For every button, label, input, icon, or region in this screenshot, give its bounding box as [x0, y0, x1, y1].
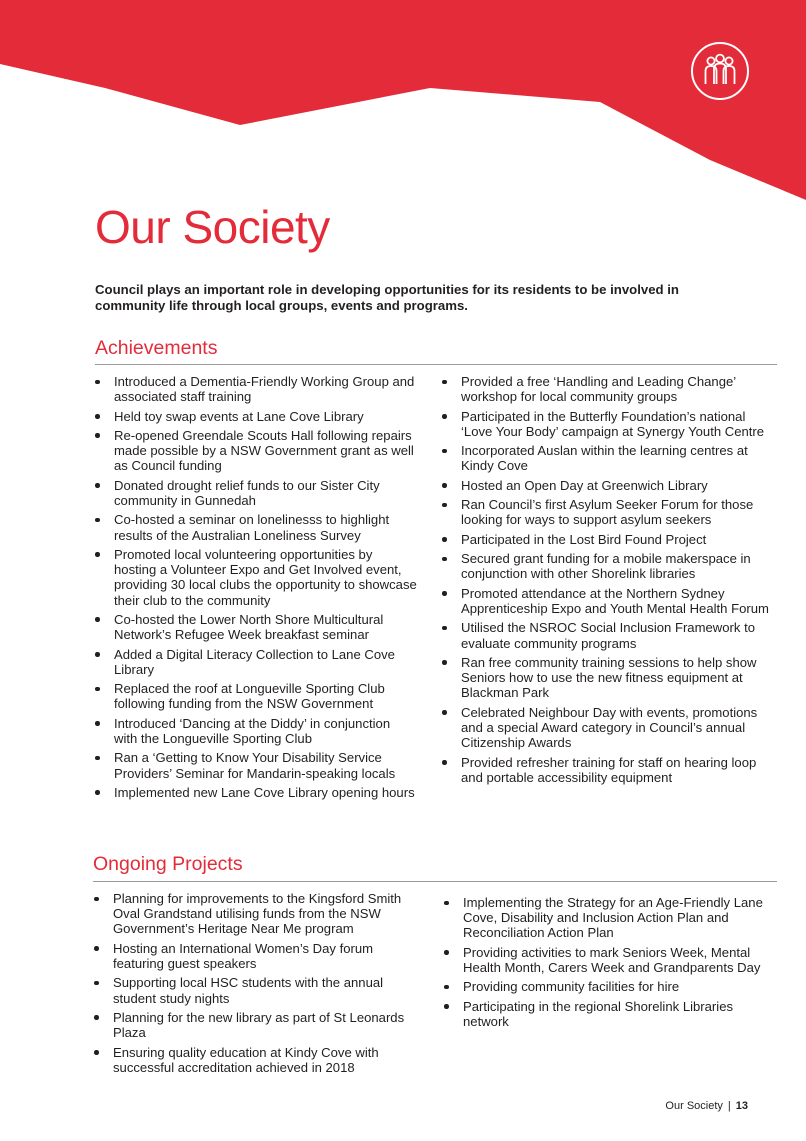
list-item: Promoted attendance at the Northern Sydney Apprenticeship Expo and Youth Mental Health Forum: [442, 586, 772, 616]
list-item: Hosting an International Women’s Day forum featuring guest speakers: [94, 941, 416, 971]
list-item: Celebrated Neighbour Day with events, promotions and a special Award category in Council’s annual Citizenship Awards: [442, 705, 772, 751]
header-banner: [0, 0, 806, 210]
list-item: Promoted local volunteering opportunities by hosting a Volunteer Expo and Get Involved event, providing 30 local clubs the opportunity to showcase their club to the community: [95, 547, 417, 608]
ongoing-right-list: [444, 895, 772, 1033]
list-item: Supporting local HSC students with the annual student study nights: [94, 975, 416, 1005]
achievements-right-list: [442, 374, 772, 789]
intro-paragraph: Council plays an important role in developing opportunities for its residents to be involved in community life through local groups, events and programs.: [95, 282, 679, 313]
list-item: Provided refresher training for staff on hearing loop and portable accessibility equipment: [442, 755, 772, 785]
community-people-icon: [690, 41, 750, 101]
list-item: Co-hosted the Lower North Shore Multicultural Network’s Refugee Week breakfast seminar: [95, 612, 417, 642]
list-item: Participating in the regional Shorelink Libraries network: [444, 999, 772, 1029]
list-item: Participated in the Butterfly Foundation’s national ‘Love Your Body’ campaign at Synergy Youth Centre: [442, 409, 772, 439]
achievements-divider: [95, 364, 777, 365]
list-item: Implementing the Strategy for an Age-Friendly Lane Cove, Disability and Inclusion Action Plan and Reconciliation Action Plan: [444, 895, 772, 941]
page-footer: [665, 1100, 748, 1112]
list-item: Added a Digital Literacy Collection to Lane Cove Library: [95, 647, 417, 677]
page-title: Our Society: [95, 201, 330, 253]
list-item: Held toy swap events at Lane Cove Library: [95, 409, 417, 424]
list-item: Replaced the roof at Longueville Sporting Club following funding from the NSW Government: [95, 681, 417, 711]
list-item: Ran free community training sessions to help show Seniors how to use the new fitness equipment at Blackman Park: [442, 655, 772, 701]
list-item: Secured grant funding for a mobile makerspace in conjunction with other Shorelink libraries: [442, 551, 772, 581]
list-item: Hosted an Open Day at Greenwich Library: [442, 478, 772, 493]
list-item: Ran Council’s first Asylum Seeker Forum for those looking for ways to support asylum seekers: [442, 497, 772, 527]
list-item: Participated in the Lost Bird Found Project: [442, 532, 772, 547]
list-item: Ran a ‘Getting to Know Your Disability Service Providers’ Seminar for Mandarin-speaking locals: [95, 750, 417, 780]
list-item: Utilised the NSROC Social Inclusion Framework to evaluate community programs: [442, 620, 772, 650]
footer-section-label: Our Society: [665, 1100, 723, 1112]
list-item: Providing community facilities for hire: [444, 979, 772, 994]
ongoing-projects-heading: Ongoing Projects: [93, 853, 243, 875]
footer-separator: |: [727, 1100, 731, 1112]
list-item: Co-hosted a seminar on lonelinesss to highlight results of the Australian Loneliness Survey: [95, 512, 417, 542]
achievements-left-list: [95, 374, 417, 804]
list-item: Planning for improvements to the Kingsford Smith Oval Grandstand utilising funds from the NSW Government’s Heritage Near Me program: [94, 891, 416, 937]
list-item: Incorporated Auslan within the learning centres at Kindy Cove: [442, 443, 772, 473]
ongoing-left-list: [94, 891, 416, 1079]
page-number: 13: [735, 1100, 748, 1112]
list-item: Introduced ‘Dancing at the Diddy’ in conjunction with the Longueville Sporting Club: [95, 716, 417, 746]
list-item: Re-opened Greendale Scouts Hall following repairs made possible by a NSW Government grant as well as Council funding: [95, 428, 417, 474]
list-item: Provided a free ‘Handling and Leading Change’ workshop for local community groups: [442, 374, 772, 404]
list-item: Planning for the new library as part of St Leonards Plaza: [94, 1010, 416, 1040]
list-item: Providing activities to mark Seniors Week, Mental Health Month, Carers Week and Grandparents Day: [444, 945, 772, 975]
list-item: Implemented new Lane Cove Library opening hours: [95, 785, 417, 800]
list-item: Introduced a Dementia-Friendly Working Group and associated staff training: [95, 374, 417, 404]
achievements-heading: Achievements: [95, 337, 218, 359]
list-item: Ensuring quality education at Kindy Cove with successful accreditation achieved in 2018: [94, 1045, 416, 1075]
ongoing-projects-divider: [93, 881, 777, 882]
list-item: Donated drought relief funds to our Sister City community in Gunnedah: [95, 478, 417, 508]
